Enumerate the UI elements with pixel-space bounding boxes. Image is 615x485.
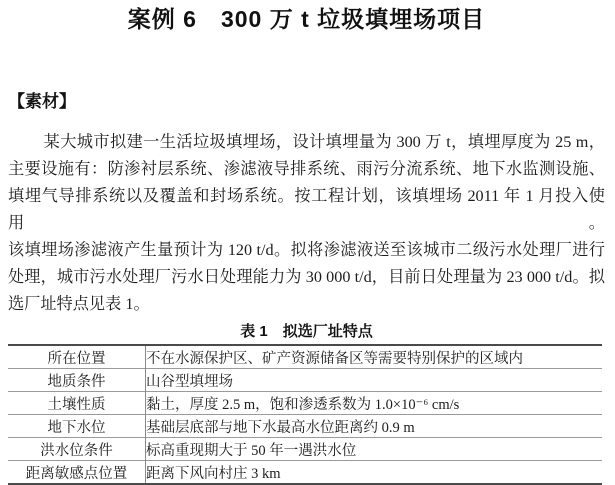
row-value: 标高重现期大于 50 年一遇洪水位 [146, 438, 603, 461]
row-label: 土壤性质 [8, 392, 146, 415]
document-page [0, 4, 615, 482]
row-label: 地质条件 [8, 369, 146, 392]
site-features-table-body [8, 345, 602, 484]
table-row [8, 345, 602, 369]
paragraph-line: 选厂址特点见表 1。 [8, 295, 150, 313]
table-row [8, 369, 602, 392]
paragraph-line: 主要设施有：防渗衬层系统、渗滤液导排系统、雨污分流系统、地下水监测设施、 [8, 160, 605, 178]
row-value: 不在水源保护区、矿产资源储备区等需要特别保护的区域内 [146, 350, 523, 367]
row-label: 洪水位条件 [8, 438, 146, 461]
row-label: 所在位置 [8, 345, 146, 369]
row-label: 距离敏感点位置 [8, 461, 146, 485]
table-row [8, 392, 602, 415]
row-value: 距离下风向村庄 3 km [146, 461, 603, 485]
section-heading-sucai: 【素材】 [8, 92, 76, 111]
paragraph-line: 处理，城市污水处理厂污水日处理能力为 30 000 t/d，目前日处理量为 23 000 t/d。拟 [8, 268, 605, 286]
site-features-table [8, 344, 602, 485]
paragraph-line: 某大城市拟建一生活垃圾填埋场，设计填埋量为 300 万 t，填埋厚度为 25 m， [43, 133, 605, 151]
row-value: 基础层底部与地下水最高水位距离约 0.9 m [146, 415, 603, 438]
paragraph-line: 填埋气导排系统以及覆盖和封场系统。按工程计划，该填埋场 2011 年 1 月投入使用。 [8, 187, 605, 232]
page-title: 案例 6 300 万 t 垃圾填埋场项目 [127, 6, 486, 32]
table-row [8, 461, 602, 485]
body-paragraph [8, 129, 605, 318]
paragraph-line: 该填埋场渗滤液产生量预计为 120 t/d。拟将渗滤液送至该城市二级污水处理厂进行 [8, 241, 605, 259]
row-value: 黏土，厚度 2.5 m，饱和渗透系数为 1.0×10⁻⁶ cm/s [146, 392, 603, 415]
row-value: 山谷型填埋场 [146, 369, 603, 392]
table-row [8, 438, 602, 461]
table-caption: 表 1 拟选厂址特点 [240, 323, 373, 340]
row-label: 地下水位 [8, 415, 146, 438]
table-row [8, 415, 602, 438]
